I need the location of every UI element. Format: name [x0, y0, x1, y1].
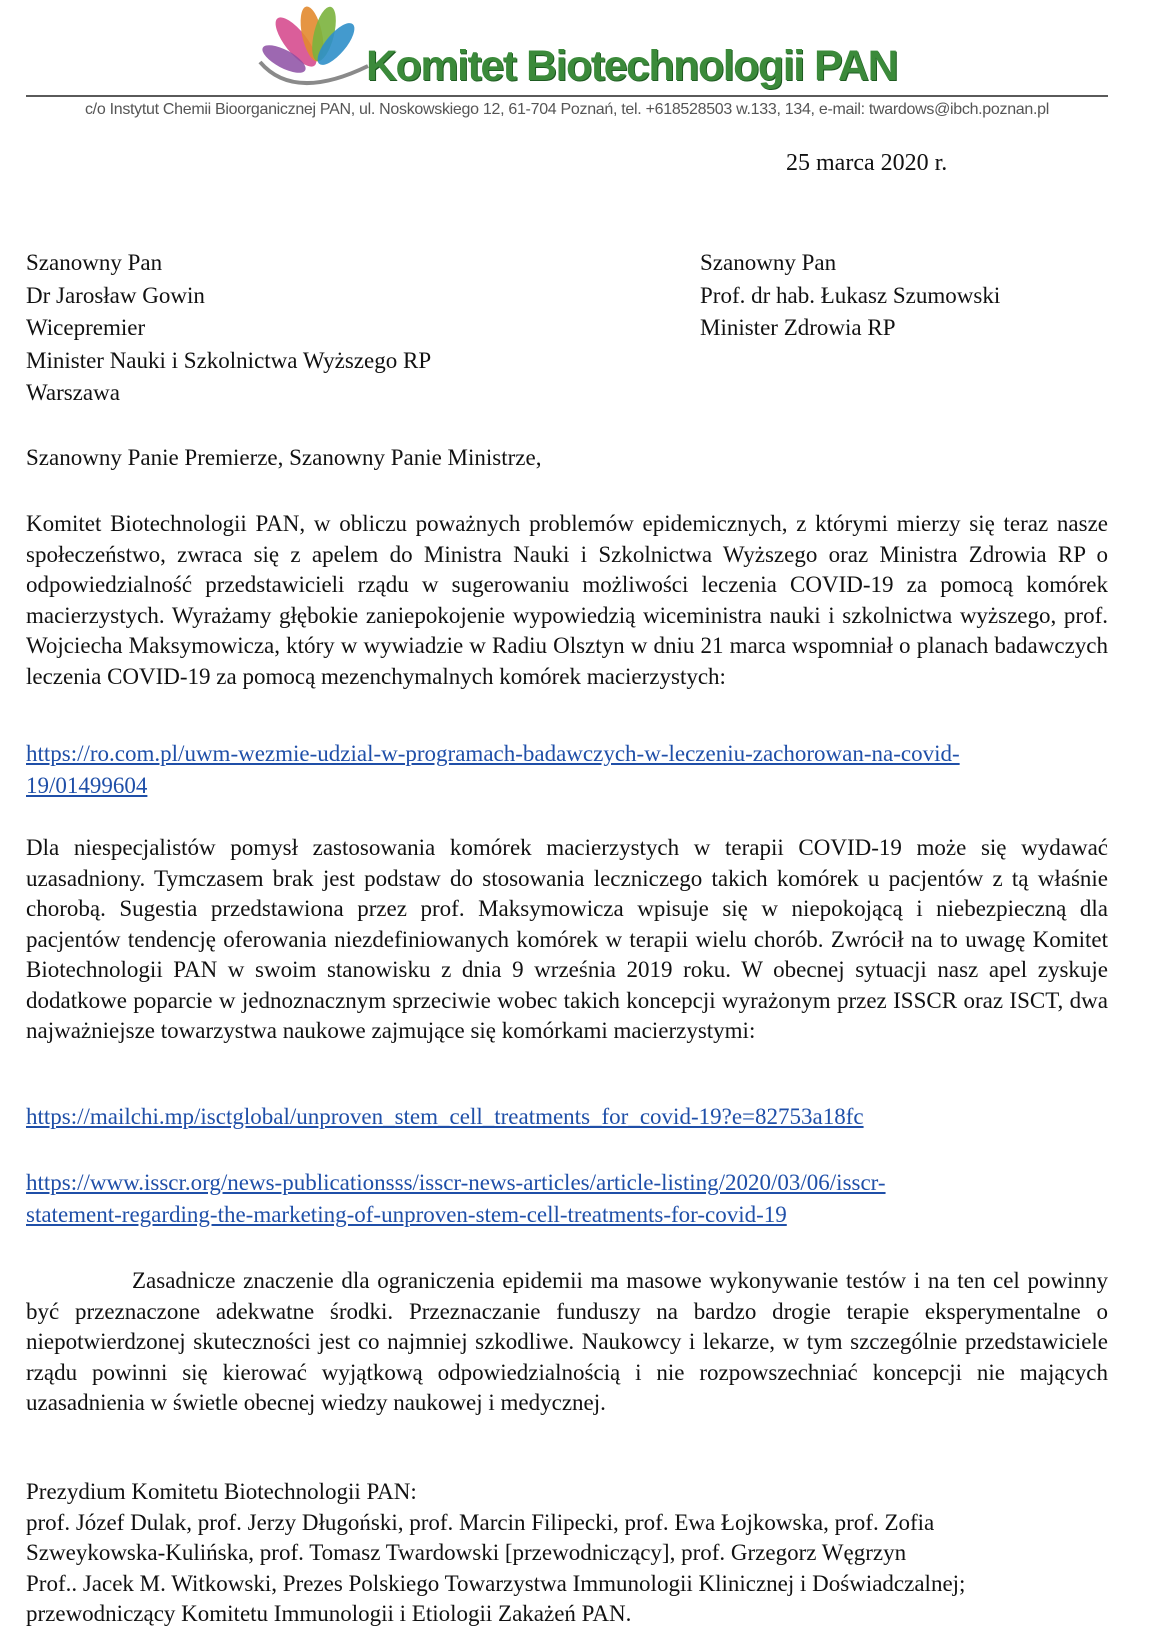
recipient-left-line: Wicepremier	[26, 315, 146, 340]
link-line: https://www.isscr.org/news-publicationsss/isscr-news-articles/article-listing/2020/03/06/isscr-	[26, 1170, 886, 1195]
signature-block	[26, 1477, 1108, 1630]
link-line: 19/01499604	[26, 773, 148, 798]
body-paragraph-2: Dla niespecjalistów pomysł zastosowania komórek macierzystych w terapii COVID-19 może się wydawać uzasadniony. Tymczasem brak jest podstaw do stosowania leczniczego takich komórek u pacjentów z tą właśnie chorobą. Sugestia przedstawiona przez prof. Maksymowicza wpisuje się w niepokojącą i niebezpieczną dla pacjentów tendencję oferowania niezdefiniowanych komórek w terapii wielu chorób. Zwrócił na to uwagę Komitet Biotechnologii PAN w swoim stanowisku z dnia 9 września 2019 roku. W obecnej sytuacji nasz apel zyskuje dodatkowe poparcie w jednoznacznym sprzeciwie wobec takich koncepcji wyrażonym przez ISSCR oraz ISCT, dwa najważniejsze towarzystwa naukowe zajmujące się komórkami macierzystymi:	[26, 835, 1108, 1043]
signature-line: przewodniczący Komitetu Immunologii i Etiologii Zakażeń PAN.	[26, 1601, 632, 1626]
link-isscr[interactable]	[26, 1167, 886, 1231]
signature-line: prof. Józef Dulak, prof. Jerzy Długoński, prof. Marcin Filipecki, prof. Ewa Łojkowska, prof. Zofia	[26, 1509, 935, 1535]
link-ro-com-pl[interactable]	[26, 738, 960, 802]
header-rule	[26, 95, 1108, 97]
recipient-left	[26, 247, 431, 410]
signature-line: Prof.. Jacek M. Witkowski, Prezes Polskiego Towarzystwa Immunologii Klinicznej i Doświadczalnej;	[26, 1570, 966, 1596]
letter-date: 25 marca 2020 r.	[786, 150, 948, 176]
body-paragraph-1: Komitet Biotechnologii PAN, w obliczu poważnych problemów epidemicznych, z którymi mierzy się teraz nasze społeczeństwo, zwraca się z apelem do Ministra Nauki i Szkolnictwa Wyższego oraz Ministra Zdrowia RP o odpowiedzialność przedstawicieli rządu w sugerowaniu możliwości leczenia COVID-19 za pomocą komórek macierzystych. Wyrażamy głębokie zaniepokojenie wypowiedzią wiceministra nauki i szkolnictwa wyższego, prof. Wojciecha Maksymowicza, który w wywiadzie w Radiu Olsztyn w dniu 21 marca wspomniał o planach badawczych leczenia COVID-19 za pomocą mezenchymalnych komórek macierzystych:	[26, 511, 1108, 689]
signature-line: Szweykowska-Kulińska, prof. Tomasz Twardowski [przewodniczący], prof. Grzegorz Węgrzyn	[26, 1540, 907, 1565]
recipient-left-line: Szanowny Pan	[26, 250, 163, 275]
body-paragraph-3: Zasadnicze znaczenie dla ograniczenia epidemii ma masowe wykonywanie testów i na ten cel powinny być przeznaczone adekwatne środki. Przeznaczanie funduszy na bardzo drogie terapie eksperymentalne o niepotwierdzonej skuteczności jest co najmniej szkodliwe. Naukowcy i lekarze, w tym szczególnie przedstawiciele rządu powinni się kierować wyjątkową odpowiedzialnością i nie rozpowszechniać koncepcji nie mających uzasadnienia w świetle obecnej wiedzy naukowej i medycznej.	[26, 1268, 1108, 1415]
org-name: Komitet Biotechnologii PAN	[366, 42, 898, 90]
signature-line: Prezydium Komitetu Biotechnologii PAN:	[26, 1479, 417, 1504]
recipient-left-line: Minister Nauki i Szkolnictwa Wyższego RP	[26, 347, 432, 373]
link-line: statement-regarding-the-marketing-of-unproven-stem-cell-treatments-for-covid-19	[26, 1202, 787, 1227]
recipient-right-line: Prof. dr hab. Łukasz Szumowski	[700, 282, 1001, 308]
recipient-left-line: Warszawa	[26, 380, 120, 405]
salutation: Szanowny Panie Premierze, Szanowny Panie Ministrze,	[26, 445, 542, 470]
org-address: c/o Instytut Chemii Bioorganicznej PAN, ul. Noskowskiego 12, 61-704 Poznań, tel. +618528503 w.133, 134, e-mail: twardows@ibch.poznan.pl	[84, 101, 1050, 118]
recipient-right	[700, 247, 1000, 345]
link-line: https://ro.com.pl/uwm-wezmie-udzial-w-programach-badawczych-w-leczeniu-zachorowan-na-covid-	[26, 741, 960, 766]
recipient-right-line: Minister Zdrowia RP	[700, 315, 896, 340]
committee-logo-icon	[254, 4, 374, 94]
recipient-right-line: Szanowny Pan	[700, 250, 837, 275]
link-isct[interactable]: https://mailchi.mp/isctglobal/unproven_stem_cell_treatments_for_covid-19?e=82753a18fc	[26, 1104, 864, 1129]
recipient-left-line: Dr Jarosław Gowin	[26, 282, 205, 308]
